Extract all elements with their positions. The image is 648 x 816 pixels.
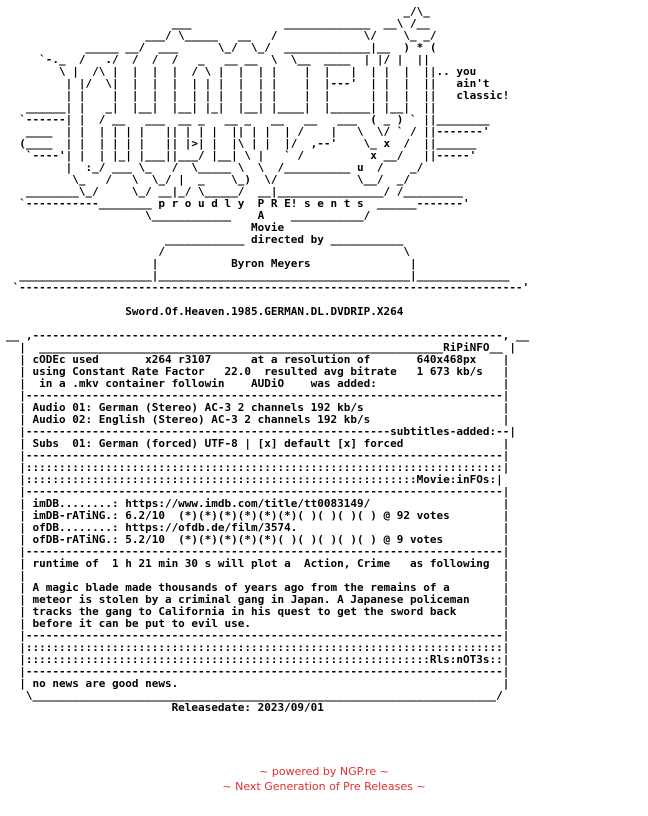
nfo-line: `----'| | | |_| |___||___/ |__| \ | ` / x __/ ||-----' xyxy=(6,149,477,162)
nfo-line: |------------------------------------------------------------------------| xyxy=(6,545,510,558)
nfo-line: ___/ \_____ __ / \/ \_ _/ xyxy=(6,29,437,42)
nfo-line: |::::::::::::::::::::::::::::::::::::::::::::::::::::::::::::::::::::::::| xyxy=(6,461,510,474)
nfo-line: | _____________________________________________________________RiPiNFO__ | xyxy=(6,341,516,354)
nfo-line: _____ __/ ___ \_/ \_/ _____________|__ ) * ( xyxy=(6,41,437,54)
nfo-line: ______| | _| |__| |__| |_| |__| |____| |______| |__| || xyxy=(6,101,437,114)
nfo-line: |------------------------------------------------------------------------| xyxy=(6,389,510,402)
nfo-line: \ | /\ | | | | / \ | | | | | | | | | | ||.. you xyxy=(6,65,477,78)
powered-by-link[interactable]: ~ powered by NGP.re ~ xyxy=(259,765,389,778)
nfo-line: ____________ directed by ___________ xyxy=(6,233,404,246)
nfo-line: |------------------------------------------------------------------------| xyxy=(6,665,510,678)
nfo-line: Releasedate: 2023/09/01 xyxy=(6,701,324,714)
nfo-line: |------------------------------------------------------------------------| xyxy=(6,485,510,498)
nfo-line: `-----------________ p r o u d l y P R E! s e n t s ______-------' xyxy=(6,197,470,210)
nfo-line: | | xyxy=(6,569,510,582)
nfo-line: |::::::::::::::::::::::::::::::::::::::::::::::::::::::::::::::::::::::::| xyxy=(6,641,510,654)
nfo-line: `----------------------------------------------------------------------------' xyxy=(6,281,530,294)
nfo-line: | | | | | | | | | | | | | | | | | || classic! xyxy=(6,89,510,102)
nfo-line: ____ | | | | | | || | | | || | | | / | \ \/ ` / ||-------' xyxy=(6,125,490,138)
nfo-line: |:::::::::::::::::::::::::::::::::::::::::::::::::::::::::::Movie:inFOs:| xyxy=(6,473,503,486)
nfo-line: \______________________________________________________________________/ xyxy=(6,689,503,702)
nfo-line: \_ / \ \_/ | _ \_) \/ \__/ _/ xyxy=(6,173,410,186)
nfo-line: | ofDB........: https://ofdb.de/film/3574. | xyxy=(6,521,510,534)
nfo-line: \____________ A ___________/ xyxy=(6,209,371,222)
nfo-line: Movie xyxy=(6,221,285,234)
nfo-line: `------| | / __ ___ __ _ __ _ __ __ ___ ( _ ) ` ||________ xyxy=(6,113,490,126)
nfo-line: ________\_/ \_/ __|_/ \_____/ __|________________/ /_________ xyxy=(6,185,463,198)
nfo-text xyxy=(6,6,529,714)
nfo-line: | no news are good news. | xyxy=(6,677,510,690)
nfo-line: | A magic blade made thousands of years ago from the remains of a | xyxy=(6,581,510,594)
nfo-line: ___ _____________ __\ /__ xyxy=(6,17,430,30)
nfo-line: |:::::::::::::::::::::::::::::::::::::::::::::::::::::::::::::Rls:nOT3s::| xyxy=(6,653,510,666)
nfo-line: | runtime of 1 h 21 min 30 s will plot a Action, Crime as following | xyxy=(6,557,510,570)
nfo-line: | Byron Meyers | xyxy=(6,257,417,270)
nfo-line: | before it can be put to evil use. | xyxy=(6,617,510,630)
nfo-line: | Audio 02: English (Stereo) AC-3 2 channels 192 kb/s | xyxy=(6,413,510,426)
nfo-line: | imDB........: https://www.imdb.com/title/tt0083149/ | xyxy=(6,497,510,510)
nfo-line: | imDB-rATiNG.: 6.2/10 (*)(*)(*)(*)(*)(*)( )( )( )( ) @ 92 votes | xyxy=(6,509,510,522)
nfo-line: (____ | | | | | | || |>| | |\ | | |/ ,--' \_ x / ||______ xyxy=(6,137,477,150)
nfo-line: |------------------------------------------------------------------------| xyxy=(6,449,510,462)
nfo-line: __ ,-----------------------------------------------------------------------, __ xyxy=(6,329,530,342)
nfo-line: ____________________|______________________________________|______________ xyxy=(6,269,510,282)
nfo-line: | :_/ ___ \_ / \_____ \ \ /__________ u / _/ xyxy=(6,161,424,174)
nfo-line: | tracks the gang to California in his quest to get the sword back | xyxy=(6,605,510,618)
nfo-line: / \ xyxy=(6,245,410,258)
nfo-line: `-._ / ./ / / / _ __ __ \ \__ ____ | |/ | || xyxy=(6,53,430,66)
nfo-line: | in a .mkv container followin AUDiO was added: | xyxy=(6,377,510,390)
nfo-line: _/\_ xyxy=(6,5,430,18)
nfo-line: |-------------------------------------------------------subtitles-added:--| xyxy=(6,425,516,438)
nfo-line: Sword.Of.Heaven.1985.GERMAN.DL.DVDRIP.X264 xyxy=(6,305,404,318)
nfo-line: | |/ \| | | | | | | | | | | |---' | | | || ain't xyxy=(6,77,490,90)
tagline-link[interactable]: ~ Next Generation of Pre Releases ~ xyxy=(222,780,426,793)
nfo-line: | Subs 01: German (forced) UTF-8 | [x] default [x] forced | xyxy=(6,437,510,450)
nfo-line: | ofDB-rATiNG.: 5.2/10 (*)(*)(*)(*)(*)( )( )( )( )( ) @ 9 votes | xyxy=(6,533,510,546)
nfo-line: | cODEc used x264 r3107 at a resolution of 640x468px | xyxy=(6,353,510,366)
nfo-line: |------------------------------------------------------------------------| xyxy=(6,629,510,642)
nfo-line: | Audio 01: German (Stereo) AC-3 2 channels 192 kb/s | xyxy=(6,401,510,414)
nfo-line: | meteor is stolen by a criminal gang in Japan. A Japanese policeman | xyxy=(6,593,510,606)
footer xyxy=(0,764,648,794)
nfo-line: | using Constant Rate Factor 22.0 resulted avg bitrate 1 673 kb/s | xyxy=(6,365,510,378)
